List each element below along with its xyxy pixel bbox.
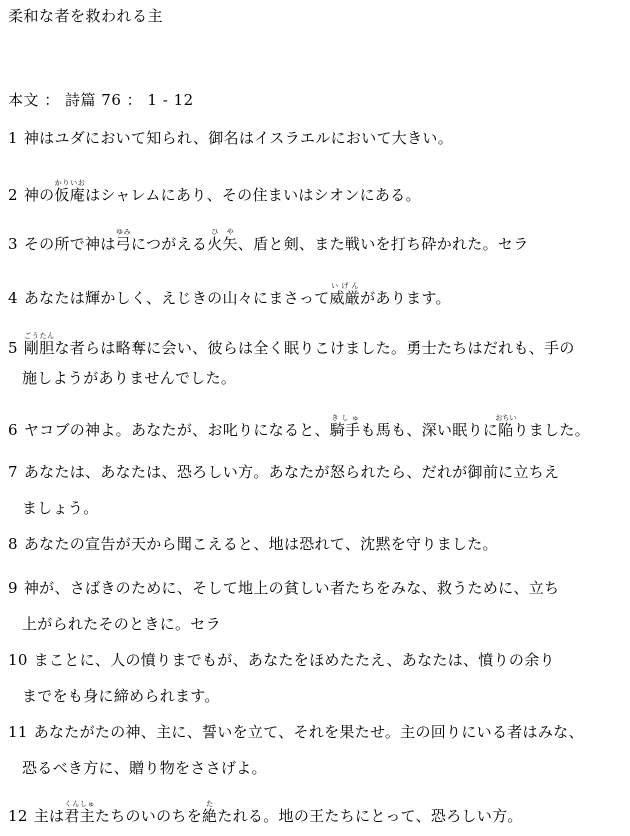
verse-line bbox=[8, 332, 626, 357]
verse-line bbox=[8, 128, 626, 148]
ruby-word bbox=[64, 800, 95, 825]
verse-6 bbox=[8, 414, 626, 450]
verse-line bbox=[8, 282, 626, 307]
verse-4 bbox=[8, 282, 626, 318]
verse-text: 神はユダにおいて知られ、御名はイスラエルにおいて大きい。 bbox=[23, 129, 453, 147]
ruby-word bbox=[329, 414, 361, 439]
verse-line-continued bbox=[8, 368, 626, 388]
verse-number: 5 bbox=[8, 339, 18, 357]
verse-11 bbox=[8, 722, 626, 794]
furigana: くんしゅ bbox=[64, 800, 95, 808]
verse-line-continued bbox=[8, 686, 626, 706]
verse-text: も馬も、深い眠りに bbox=[360, 421, 499, 439]
verse-10 bbox=[8, 650, 626, 722]
furigana: いげん bbox=[329, 282, 361, 290]
verse-number: 4 bbox=[8, 289, 18, 307]
ruby-word bbox=[202, 800, 218, 825]
ruby-base: 弓 bbox=[115, 235, 131, 253]
ruby-word bbox=[329, 282, 361, 307]
ruby-base: 陥 bbox=[495, 421, 517, 439]
ruby-base: 絶 bbox=[202, 807, 218, 825]
verse-9 bbox=[8, 578, 626, 650]
verse-12 bbox=[8, 800, 626, 836]
furigana: や bbox=[222, 228, 238, 236]
ruby-base: 矢 bbox=[222, 235, 238, 253]
verse-line bbox=[8, 462, 626, 482]
verse-line bbox=[8, 179, 626, 204]
ruby-word bbox=[222, 228, 238, 253]
verse-line bbox=[8, 534, 626, 554]
verse-text: あなたがたの神、主に、誓いを立て、それを果たせ。主の回りにいる者はみな、 bbox=[33, 723, 584, 741]
verse-text: あなたは、あなたは、恐ろしい方。あなたが怒られたら、だれが御前に立ちえ bbox=[23, 463, 560, 481]
verse-line bbox=[8, 414, 626, 439]
verse-text: につがえる bbox=[130, 235, 208, 253]
ruby-base: 火 bbox=[207, 235, 223, 253]
furigana: ごうたん bbox=[23, 332, 55, 340]
ruby-word bbox=[115, 228, 131, 253]
verse-8 bbox=[8, 534, 626, 570]
verse-number: 8 bbox=[8, 535, 18, 553]
scripture-reference: 本文 ： 詩篇 76 ： 1 - 12 bbox=[8, 91, 194, 109]
ruby-base: 仮庵 bbox=[54, 186, 86, 204]
furigana: ゆみ bbox=[115, 228, 131, 236]
verse-text: までをも身に締められます。 bbox=[22, 687, 220, 705]
verse-text: りました。 bbox=[513, 421, 590, 439]
verse-number: 12 bbox=[8, 807, 28, 825]
verse-text: あなたの宣告が天から聞こえると、地は恐れて、沈黙を守りました。 bbox=[23, 535, 498, 553]
ruby-base: 威厳 bbox=[329, 289, 361, 307]
furigana: おちい bbox=[495, 414, 517, 422]
furigana: きしゅ bbox=[329, 414, 361, 422]
verse-line-continued bbox=[8, 498, 626, 518]
verse-number: 6 bbox=[8, 421, 18, 439]
verse-number: 7 bbox=[8, 463, 18, 481]
verse-2 bbox=[8, 179, 626, 215]
verse-number: 11 bbox=[8, 723, 28, 741]
furigana: た bbox=[202, 800, 218, 808]
ruby-word bbox=[54, 179, 86, 204]
verse-7 bbox=[8, 462, 626, 534]
verse-line bbox=[8, 800, 626, 825]
verse-line bbox=[8, 722, 626, 742]
verse-text: 恐るべき方に、贈り物をささげよ。 bbox=[22, 759, 267, 777]
verse-line bbox=[8, 650, 626, 670]
ruby-word bbox=[495, 414, 517, 439]
verse-text: 神の bbox=[23, 186, 55, 204]
verse-text: まことに、人の憤りまでもが、あなたをほめたたえ、あなたは、憤りの余り bbox=[33, 651, 555, 669]
verse-text: ヤコブの神よ。あなたが、お叱りになると、 bbox=[23, 421, 330, 439]
verse-line-continued bbox=[8, 758, 626, 778]
ruby-word bbox=[207, 228, 223, 253]
verse-text: たれる。地の王たちにとって、恐ろしい方。 bbox=[217, 807, 523, 825]
verse-number: 2 bbox=[8, 186, 18, 204]
verse-number: 1 bbox=[8, 129, 18, 147]
furigana: ひ bbox=[207, 228, 223, 236]
verse-3 bbox=[8, 228, 626, 264]
verse-line bbox=[8, 578, 626, 598]
verse-text: 上がられたそのときに。セラ bbox=[22, 615, 221, 633]
verse-line bbox=[8, 228, 626, 253]
verse-text: があります。 bbox=[360, 289, 451, 307]
furigana: かりいお bbox=[54, 179, 86, 187]
verse-text: その所で神は bbox=[23, 235, 116, 253]
verse-text: な者らは略奪に会い、彼らは全く眠りこけました。勇士たちはだれも、手の bbox=[54, 339, 575, 357]
ruby-base: 剛胆 bbox=[23, 339, 55, 357]
verse-text: ましょう。 bbox=[22, 499, 99, 517]
verse-5 bbox=[8, 332, 626, 404]
verse-number: 3 bbox=[8, 235, 18, 253]
verse-1 bbox=[8, 128, 626, 164]
verse-number: 9 bbox=[8, 579, 18, 597]
verse-text: 主は bbox=[33, 807, 65, 825]
verse-text: あなたは輝かしく、えじきの山々にまさって bbox=[23, 289, 330, 307]
verse-text: 施しようがありませんでした。 bbox=[22, 369, 237, 387]
ruby-base: 騎手 bbox=[329, 421, 361, 439]
verse-line-continued bbox=[8, 614, 626, 634]
ruby-base: 君主 bbox=[64, 807, 95, 825]
verse-text: はシャレムにあり、その住まいはシオンにある。 bbox=[85, 186, 421, 204]
verse-number: 10 bbox=[8, 651, 28, 669]
ruby-word bbox=[23, 332, 55, 357]
sermon-title: 柔和な者を救われる主 bbox=[8, 7, 164, 25]
verse-text: 、盾と剣、また戦いを打ち砕かれた。セラ bbox=[237, 235, 529, 253]
verse-text: 神が、さばきのために、そして地上の貧しい者たちをみな、救うために、立ち bbox=[23, 579, 560, 597]
verse-text: たちのいのちを bbox=[94, 807, 203, 825]
